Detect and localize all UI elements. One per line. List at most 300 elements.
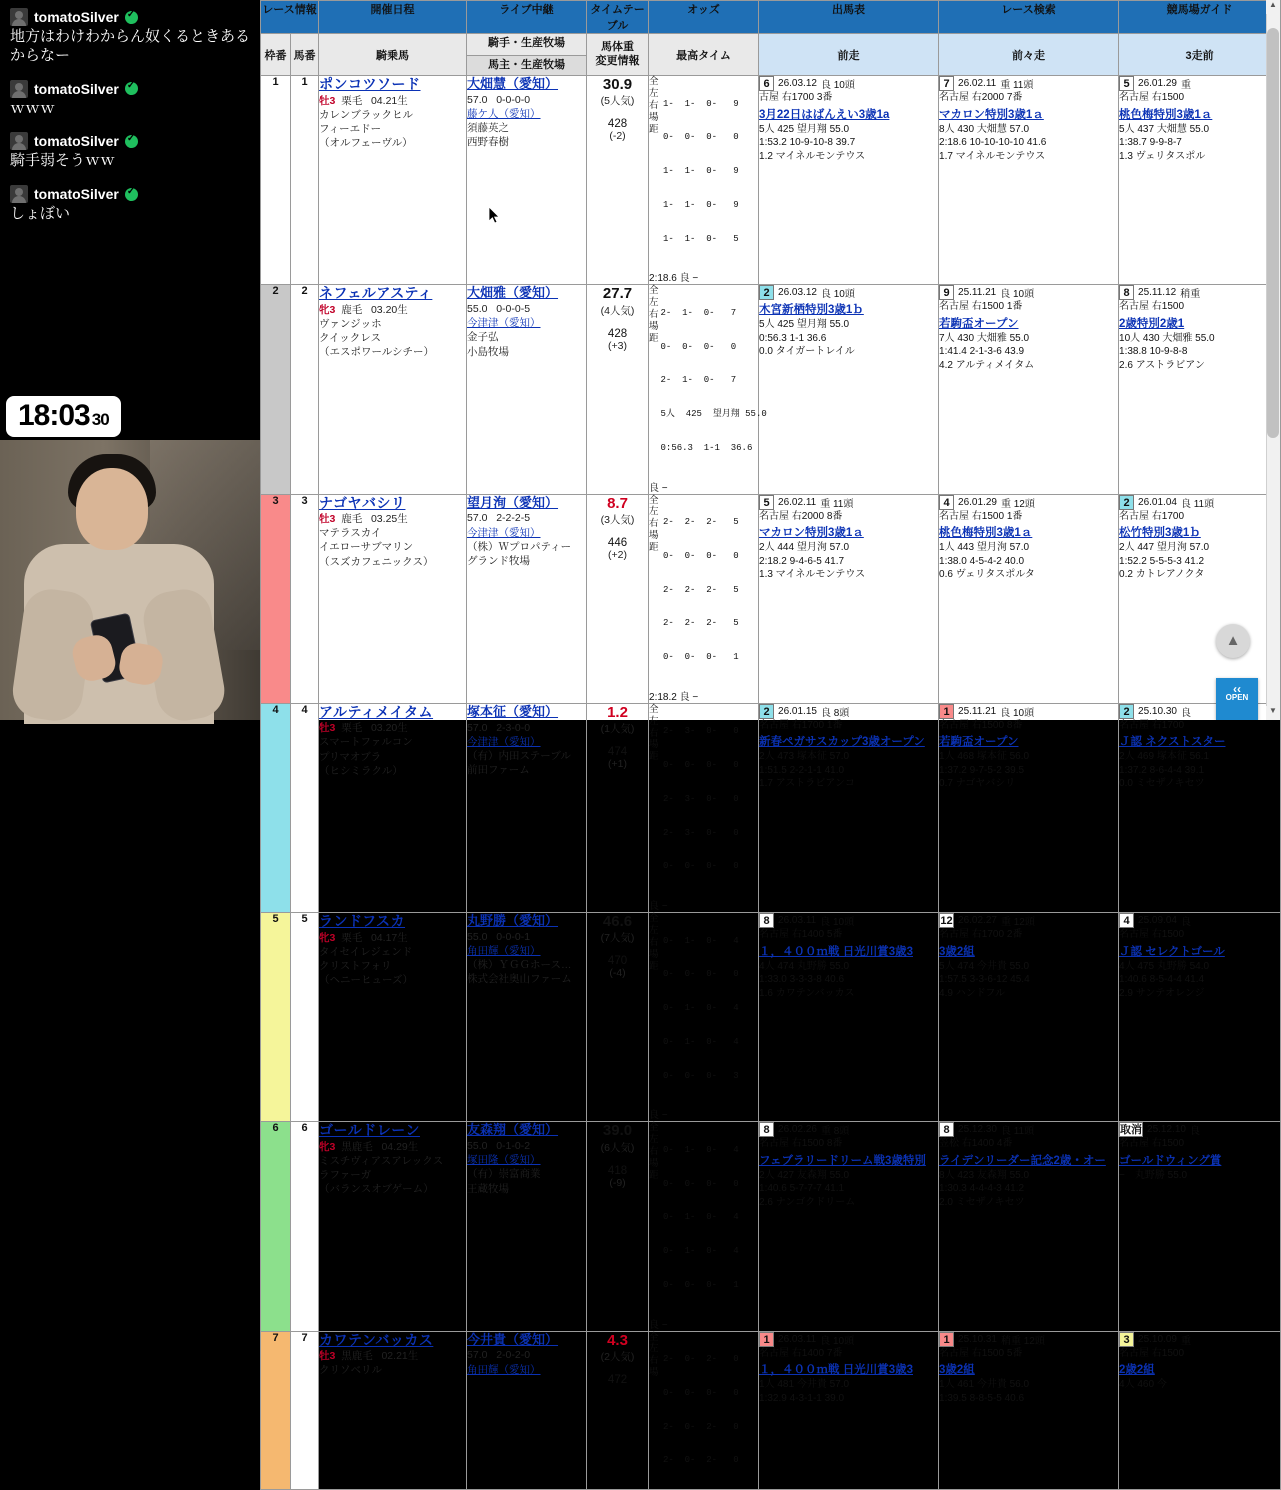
jockey-cell[interactable] bbox=[467, 1331, 587, 1490]
jockey-record: 0-0-0-5 bbox=[496, 303, 531, 316]
odds-weight-cell bbox=[587, 285, 649, 494]
horse-damsire: （ヒシミラクル） bbox=[319, 764, 403, 777]
race-detail: 2人 444 望月洵 57.0 bbox=[759, 542, 850, 553]
horse-coat: 鹿毛 bbox=[341, 303, 363, 316]
track-condition: 良 10頭 bbox=[1000, 289, 1035, 301]
tab-race-info[interactable]: レース情報 bbox=[261, 1, 319, 34]
previous-race-3[interactable] bbox=[1119, 76, 1281, 285]
race-venue: 名古屋 右1500 8番 bbox=[939, 719, 1023, 731]
race-date: 26.03.12 bbox=[778, 287, 817, 299]
race-title-link[interactable]: フェブラリードリーム戦3歳特別 bbox=[759, 1154, 926, 1167]
finish-position: 1 bbox=[759, 1332, 774, 1347]
jockey-name-link[interactable]: 望月洵（愛知） bbox=[467, 494, 559, 510]
track-condition: 重 12頭 bbox=[1000, 498, 1035, 510]
race-title-link[interactable]: 3歳2組 bbox=[939, 1364, 975, 1376]
horse-name-link[interactable]: ゴールドレーン bbox=[319, 1122, 420, 1139]
waku-number: 6 bbox=[261, 1122, 291, 1331]
horse-cell[interactable] bbox=[319, 76, 467, 285]
chat-text: 地方はわけわからん奴くるときあるからなー bbox=[10, 28, 251, 64]
jockey-name-link[interactable]: 大畑慧（愛知） bbox=[467, 76, 559, 91]
jockey-cell[interactable] bbox=[467, 1122, 587, 1331]
tab-live[interactable]: ライブ中継 bbox=[467, 1, 587, 34]
chat-author[interactable]: tomatoSilver bbox=[34, 186, 119, 202]
uma-number: 1 bbox=[291, 76, 319, 285]
time-record: 0- 0- 0- 1 bbox=[663, 652, 739, 662]
race-title-link[interactable]: マカロン特別3歳1ａ bbox=[939, 108, 1044, 121]
previous-race-1[interactable] bbox=[759, 76, 939, 285]
table-row[interactable] bbox=[261, 703, 1281, 912]
jockey-record: 0-0-0-1 bbox=[496, 930, 531, 943]
time-label: 距 bbox=[649, 960, 659, 972]
waku-number: 2 bbox=[261, 285, 291, 494]
time-label: 全 bbox=[649, 285, 659, 297]
race-detail: 1:40.6 8-5-4-4 41.4 bbox=[1119, 974, 1205, 985]
race-title-link[interactable]: 若駒盃オープン bbox=[939, 736, 1019, 749]
tab-odds[interactable]: オッズ bbox=[649, 1, 759, 34]
race-detail: − 丸野勝 55.0 bbox=[1119, 1169, 1188, 1181]
race-title-link[interactable]: １，４００ｍ戦 日光川賞3歳3 bbox=[759, 1364, 914, 1376]
chat-author[interactable]: tomatoSilver bbox=[34, 9, 119, 25]
farm: 王蔵牧場 bbox=[467, 1182, 510, 1195]
race-venue: 名古屋 右1500 bbox=[1119, 301, 1185, 313]
track-condition: 良 10頭 bbox=[820, 1335, 855, 1347]
race-card-panel[interactable] bbox=[260, 0, 1280, 1466]
time-label: 場 bbox=[649, 320, 659, 332]
race-detail: 2:18.6 10-10-10-10 41.6 bbox=[939, 137, 1047, 148]
previous-race-3[interactable] bbox=[1119, 703, 1281, 912]
horse-sex: 牝3 bbox=[319, 931, 336, 944]
jockey-name-link[interactable]: 友森翔（愛知） bbox=[467, 1122, 559, 1138]
jockey-name-link[interactable]: 大畑雅（愛知） bbox=[467, 285, 559, 301]
race-date: 25.10.09 bbox=[1138, 1333, 1177, 1345]
time-record: 0- 1- 0- 4 bbox=[663, 1144, 739, 1155]
horse-cell[interactable] bbox=[319, 1331, 467, 1490]
time-label: 場 bbox=[649, 1157, 659, 1169]
race-title-link[interactable]: Ｊ認 セレクトゴール bbox=[1119, 945, 1225, 958]
horse-name-link[interactable]: アルティメイタム bbox=[319, 703, 434, 720]
previous-race-3[interactable] bbox=[1119, 494, 1281, 703]
race-detail: 4.2 アルティメイタム bbox=[939, 359, 1035, 371]
horse-cell[interactable] bbox=[319, 913, 467, 1122]
horse-birthdate: 04.17生 bbox=[370, 931, 408, 944]
race-title-link[interactable]: １，４００ｍ戦 日光川賞3歳3 bbox=[759, 945, 914, 958]
open-panel-button[interactable] bbox=[1216, 678, 1258, 720]
chat-message bbox=[10, 185, 250, 224]
scroll-up-arrow[interactable]: ▲ bbox=[1266, 0, 1280, 14]
horse-coat: 鹿毛 bbox=[341, 513, 363, 525]
race-title-link[interactable]: 木宮新栖特別3歳1ｂ bbox=[759, 304, 864, 317]
jockey-weight: 57.0 bbox=[467, 721, 488, 734]
horse-dam: プリマオブラ bbox=[319, 750, 382, 763]
race-title-link[interactable]: 新春ペガサスカップ3歳オープン bbox=[759, 736, 925, 749]
previous-race-2[interactable] bbox=[939, 494, 1119, 703]
best-time: 2:18.2 良 − bbox=[649, 691, 699, 703]
uma-number: 7 bbox=[291, 1331, 319, 1490]
horse-cell[interactable] bbox=[319, 285, 467, 494]
race-detail: 5人 474 今井貴 55.0 bbox=[939, 960, 1030, 972]
time-label: 左 bbox=[649, 506, 659, 518]
race-detail: 5人 437 大畑慧 55.0 bbox=[1119, 123, 1210, 135]
finish-position: 1 bbox=[939, 704, 954, 719]
jockey-name-link[interactable]: 今井貴（愛知） bbox=[467, 1331, 559, 1347]
nav-tabs-row[interactable] bbox=[261, 1, 1281, 34]
previous-race-3[interactable] bbox=[1119, 1122, 1281, 1331]
race-detail: 1:41.4 2-1-3-6 43.9 bbox=[939, 346, 1025, 358]
finish-position: 8 bbox=[759, 1122, 774, 1137]
track-condition: 重 bbox=[1180, 80, 1191, 91]
race-title-link[interactable]: 松竹特別3歳1ｂ bbox=[1119, 527, 1201, 539]
odds-value: 39.0 bbox=[602, 1122, 633, 1140]
previous-race-2[interactable] bbox=[939, 1331, 1119, 1490]
race-venue: 名古屋 右1500 8番 bbox=[759, 1138, 843, 1150]
time-record: 0:56.3 1-1 36.6 bbox=[660, 442, 753, 453]
horse-cell[interactable] bbox=[319, 494, 467, 703]
scroll-down-arrow[interactable]: ▼ bbox=[1266, 706, 1280, 720]
horse-birthdate: 02.21生 bbox=[381, 1350, 419, 1362]
time-record: 5人 425 望月翔 55.0 bbox=[660, 409, 767, 419]
scroll-to-top-button[interactable]: ▲ bbox=[1216, 624, 1250, 658]
time-label: 場 bbox=[649, 739, 659, 751]
horse-name-link[interactable]: ナゴヤバシリ bbox=[319, 494, 406, 511]
race-detail: 1:37.2 8-6-4-4 39.1 bbox=[1119, 764, 1205, 776]
horse-coat: 黒鹿毛 bbox=[341, 1350, 373, 1362]
track-condition: 良 10頭 bbox=[820, 289, 855, 301]
chat-text: ｗｗｗ bbox=[10, 99, 56, 117]
best-time-cell bbox=[649, 913, 759, 1122]
jockey-cell[interactable] bbox=[467, 703, 587, 912]
race-detail: 2.0 ミセザノキセツ bbox=[939, 1196, 1025, 1208]
race-venue: 名古屋 右1700 bbox=[1119, 510, 1185, 522]
best-time-cell bbox=[649, 703, 759, 912]
chat-list[interactable] bbox=[0, 0, 260, 400]
time-label: 全 bbox=[649, 913, 659, 924]
race-detail: 0.6 ヴェリタスポルタ bbox=[939, 569, 1035, 580]
horse-name-link[interactable]: ランドフスカ bbox=[319, 913, 406, 929]
time-label: 距 bbox=[649, 123, 659, 135]
body-weight: 428 bbox=[607, 327, 628, 340]
chat-author[interactable]: tomatoSilver bbox=[34, 133, 119, 150]
jockey-weight: 55.0 bbox=[467, 930, 488, 943]
race-title-link[interactable]: ゴールドウィング賞 bbox=[1119, 1154, 1222, 1167]
jockey-cell[interactable] bbox=[467, 494, 587, 703]
horse-dam: クリストフォリ bbox=[319, 959, 392, 972]
previous-race-3[interactable] bbox=[1119, 1331, 1281, 1490]
race-title-link[interactable]: 桃色梅特別3歳1ａ bbox=[939, 527, 1033, 539]
person-head bbox=[76, 468, 148, 550]
trainer-link[interactable]: 藤ケ人（愛知） bbox=[467, 108, 541, 121]
best-time-cell bbox=[649, 1122, 759, 1331]
race-detail: 2.6 アストラビアン bbox=[1119, 359, 1205, 371]
body-weight: 474 bbox=[607, 746, 628, 758]
track-condition: 重 8頭 bbox=[820, 1126, 850, 1138]
race-detail: 1:37.2 9-7-5-2 39.5 bbox=[939, 764, 1025, 776]
tab-timetable[interactable]: タイムテーブル bbox=[587, 1, 649, 34]
race-detail: 1:40.6 5-7-7-7 41.1 bbox=[759, 1183, 845, 1195]
horse-name-link[interactable]: ネフェルアスティ bbox=[319, 285, 433, 302]
horse-name-link[interactable]: カワテンバッカス bbox=[319, 1331, 434, 1348]
time-record: 0- 0- 0- 0 bbox=[663, 1387, 739, 1398]
previous-race-1[interactable] bbox=[759, 1331, 939, 1490]
horse-birthdate: 04.29生 bbox=[381, 1140, 419, 1153]
race-detail: 1:52.2 5-5-5-3 41.2 bbox=[1119, 555, 1205, 567]
race-detail: 1:38.8 10-9-8-8 bbox=[1119, 346, 1188, 358]
time-record: 0- 0- 0- 0 bbox=[663, 1178, 739, 1189]
race-detail: 1.3 マイネルモンテウス bbox=[759, 569, 866, 580]
vertical-scrollbar[interactable] bbox=[1266, 0, 1280, 720]
time-record: 1- 1- 0- 9 bbox=[663, 98, 739, 109]
race-title-link[interactable]: 若駒盃オープン bbox=[939, 317, 1019, 330]
race-title-link[interactable]: マカロン特別3歳1ａ bbox=[759, 527, 864, 539]
race-title-link[interactable]: 3月22日はばんえい3歳1a bbox=[759, 108, 890, 121]
race-detail: 1:32.9 4-3-1-1 39.0 bbox=[759, 1392, 845, 1404]
time-label: 左 bbox=[649, 924, 659, 936]
col-header-uma: 馬番 bbox=[291, 34, 319, 76]
horse-sex: 牝3 bbox=[319, 1140, 336, 1153]
time-record: 2- 1- 0- 7 bbox=[660, 375, 737, 386]
trainer-link[interactable]: 今津津（愛知） bbox=[467, 526, 541, 539]
horse-cell[interactable] bbox=[319, 1122, 467, 1331]
chat-text: しょぼい bbox=[10, 205, 71, 222]
best-time-cell bbox=[649, 1331, 759, 1490]
race-date: 25.12.30 bbox=[958, 1124, 997, 1136]
col-header-weight: 馬体重 変更情報 bbox=[587, 34, 649, 76]
race-detail: 5人 425 望月翔 55.0 bbox=[759, 123, 850, 135]
time-label: 全 bbox=[649, 1122, 659, 1134]
jockey-weight: 55.0 bbox=[467, 1140, 488, 1153]
time-label: 場 bbox=[649, 111, 659, 123]
tab-entries[interactable]: 出馬表 bbox=[759, 1, 939, 34]
race-date: 25.11.21 bbox=[958, 705, 997, 717]
time-record: 2- 2- 2- 5 bbox=[663, 618, 739, 629]
race-detail: 4.9 ハンドフル bbox=[939, 987, 1005, 999]
track-condition: 良 10頭 bbox=[820, 917, 855, 928]
verified-icon bbox=[125, 11, 138, 24]
table-row[interactable] bbox=[261, 1331, 1281, 1490]
race-detail: 0.7 ナゴヤバシリ bbox=[939, 778, 1016, 790]
best-time: 2:18.6 良 − bbox=[649, 273, 699, 285]
race-venue: 名古屋 右1700 bbox=[1119, 719, 1185, 731]
race-detail: 8人 423 友森翔 55.0 bbox=[939, 1169, 1030, 1181]
race-venue: 名古屋 右1700 1番 bbox=[759, 719, 843, 731]
race-venue: 名古屋 右1500 1番 bbox=[939, 510, 1023, 522]
odds-value: 4.3 bbox=[607, 1331, 628, 1349]
previous-race-1[interactable] bbox=[759, 285, 939, 494]
finish-position: 12 bbox=[940, 915, 953, 927]
previous-race-2[interactable] bbox=[939, 1122, 1119, 1331]
time-label: 全 bbox=[649, 703, 659, 715]
avatar bbox=[10, 132, 28, 150]
previous-race-1[interactable] bbox=[759, 1122, 939, 1331]
horse-sex: 牡3 bbox=[319, 513, 336, 525]
body-weight: 470 bbox=[607, 955, 628, 968]
uma-number: 6 bbox=[291, 1122, 319, 1331]
odds-weight-cell bbox=[587, 494, 649, 703]
trainer-link[interactable]: 今津津（愛知） bbox=[467, 317, 541, 330]
race-detail: 1.6 カワテンバッカス bbox=[759, 987, 855, 999]
tab-guide[interactable]: 競馬場ガイド bbox=[1119, 1, 1281, 34]
table-row[interactable] bbox=[261, 285, 1281, 494]
race-detail: 2人 469 塚本征 56.1 bbox=[1119, 751, 1210, 763]
time-label: 全 bbox=[649, 76, 659, 87]
verified-icon bbox=[125, 188, 138, 201]
race-venue: 名古屋 右1500 1番 bbox=[939, 301, 1023, 313]
finish-position: 2 bbox=[1119, 495, 1134, 510]
finish-position: 2 bbox=[1119, 704, 1134, 719]
time-record: 2- 3- 0- 0 bbox=[663, 793, 739, 804]
time-record: 2- 0- 2- 0 bbox=[663, 1421, 739, 1432]
waku-number: 4 bbox=[261, 703, 291, 912]
horse-sex: 牡3 bbox=[319, 1350, 336, 1362]
race-detail: 7人 430 大畑雅 55.0 bbox=[939, 332, 1030, 344]
previous-race-3[interactable] bbox=[1119, 285, 1281, 494]
race-detail: 1人 468 塚本征 56.0 bbox=[939, 751, 1030, 763]
horse-sire: クリソベリル bbox=[319, 1364, 383, 1377]
odds-popularity: (3人気) bbox=[600, 513, 635, 526]
table-row[interactable] bbox=[261, 913, 1281, 1122]
odds-popularity: (1人気) bbox=[600, 723, 635, 735]
horse-damsire: （オルフェーヴル） bbox=[319, 137, 413, 150]
horse-birthdate: 04.21生 bbox=[370, 94, 408, 107]
race-detail: 1人 443 望月洵 57.0 bbox=[939, 542, 1030, 553]
race-venue: 名古屋 右1700 2番 bbox=[939, 929, 1023, 940]
horse-damsire: （エスポワールシチー） bbox=[319, 346, 435, 359]
trainer-link[interactable]: 角田輝（愛知） bbox=[467, 945, 541, 958]
time-record: 1- 1- 0- 9 bbox=[663, 166, 739, 176]
jockey-name-link[interactable]: 丸野勝（愛知） bbox=[467, 913, 559, 928]
time-record: 2- 0- 2- 0 bbox=[663, 1455, 739, 1466]
tab-search[interactable]: レース検索 bbox=[939, 1, 1119, 34]
race-detail: 1人 461 今井貴 56.0 bbox=[939, 1379, 1030, 1390]
race-detail: 4人 460 今 bbox=[1119, 1379, 1167, 1390]
previous-race-1[interactable] bbox=[759, 913, 939, 1122]
race-detail: 1:57.5 3-3-6-12 45.4 bbox=[939, 974, 1030, 985]
race-venue: 名古屋 右1500 bbox=[1119, 1138, 1185, 1150]
previous-race-1[interactable] bbox=[759, 703, 939, 912]
race-venue: 古屋 右1700 3番 bbox=[759, 92, 833, 103]
best-time: 良 − bbox=[649, 901, 668, 912]
race-date: 26.02.11 bbox=[958, 78, 997, 89]
odds-weight-cell bbox=[587, 76, 649, 285]
odds-value: 30.9 bbox=[602, 76, 633, 93]
race-date: 26.01.15 bbox=[778, 705, 817, 717]
horse-birthdate: 03.25生 bbox=[370, 513, 408, 525]
race-detail: 0.0 タイガートレイル bbox=[759, 346, 855, 358]
best-time-cell bbox=[649, 76, 759, 285]
race-venue: 笠松 右1400 4番 bbox=[939, 1138, 1013, 1150]
finish-position: 5 bbox=[759, 495, 774, 510]
jockey-cell[interactable] bbox=[467, 76, 587, 285]
uma-number: 2 bbox=[291, 285, 319, 494]
race-date: 25.12.10 bbox=[1147, 1124, 1186, 1136]
owner: （有）内田ステーブル bbox=[467, 749, 571, 762]
webcam-view bbox=[0, 440, 260, 720]
race-date: 26.02.26 bbox=[778, 1124, 817, 1136]
uma-number: 3 bbox=[291, 494, 319, 703]
tab-schedule[interactable]: 開催日程 bbox=[319, 1, 467, 34]
time-label: 右 bbox=[649, 727, 659, 739]
previous-race-1[interactable] bbox=[759, 494, 939, 703]
previous-race-3[interactable] bbox=[1119, 913, 1281, 1122]
scrollbar-thumb[interactable] bbox=[1267, 28, 1279, 438]
horse-dam: ラファーガ bbox=[319, 1169, 372, 1182]
previous-race-2[interactable] bbox=[939, 76, 1119, 285]
race-detail: 1人 481 今井貴 57.0 bbox=[759, 1379, 850, 1390]
track-condition: 良 10頭 bbox=[1000, 707, 1035, 719]
jockey-record: 2-2-2-5 bbox=[496, 512, 531, 525]
previous-race-2[interactable] bbox=[939, 703, 1119, 912]
stream-panel bbox=[0, 0, 260, 720]
time-record: 0- 1- 0- 4 bbox=[663, 1003, 739, 1013]
odds-popularity: (5人気) bbox=[600, 95, 635, 108]
race-title-link[interactable]: 2歳2組 bbox=[1119, 1364, 1155, 1376]
jockey-cell[interactable] bbox=[467, 913, 587, 1122]
race-detail: 5人 425 望月翔 55.0 bbox=[759, 319, 850, 331]
time-label: 場 bbox=[649, 1367, 659, 1379]
uma-number: 4 bbox=[291, 703, 319, 912]
chevron-left-icon: ‹‹ bbox=[1233, 682, 1241, 696]
jockey-record: 2-0-2-0 bbox=[496, 1349, 531, 1362]
time-label: 左 bbox=[649, 715, 659, 727]
body-weight: 428 bbox=[607, 118, 628, 131]
horse-cell[interactable] bbox=[319, 703, 467, 912]
time-label: 距 bbox=[649, 751, 659, 763]
jockey-weight: 55.0 bbox=[467, 303, 488, 316]
verified-icon bbox=[125, 82, 138, 95]
track-condition: 重 12頭 bbox=[1000, 917, 1035, 928]
race-date: 25.09.04 bbox=[1138, 915, 1177, 926]
table-row[interactable] bbox=[261, 76, 1281, 285]
race-date: 26.02.27 bbox=[958, 915, 997, 926]
chat-author[interactable]: tomatoSilver bbox=[34, 80, 119, 97]
race-detail: 1:53.2 10-9-10-8 39.7 bbox=[759, 137, 856, 148]
previous-race-2[interactable] bbox=[939, 913, 1119, 1122]
race-detail: 1:38.0 4-5-4-2 40.0 bbox=[939, 555, 1025, 567]
horse-name-link[interactable]: ポンコツソード bbox=[319, 76, 421, 92]
race-detail: 4人 475 丸野勝 54.0 bbox=[1119, 960, 1210, 972]
horse-damsire: （スズカフェニックス） bbox=[319, 555, 434, 568]
table-row[interactable] bbox=[261, 494, 1281, 703]
time-record: 0- 0- 0- 3 bbox=[663, 1070, 739, 1081]
race-title-link[interactable]: 桃色梅特別3歳1ａ bbox=[1119, 108, 1213, 121]
track-condition: 良 bbox=[1180, 707, 1191, 719]
body-weight: 446 bbox=[607, 536, 628, 549]
jockey-name-link[interactable]: 塚本征（愛知） bbox=[467, 703, 559, 719]
table-row[interactable] bbox=[261, 1122, 1281, 1331]
time-record: 0- 0- 0- 0 bbox=[663, 550, 739, 561]
horse-damsire: （ヘニーヒューズ） bbox=[319, 974, 413, 987]
verified-icon bbox=[125, 135, 138, 148]
trainer-link[interactable]: 角田輝（愛知） bbox=[467, 1363, 541, 1376]
jockey-weight: 57.0 bbox=[467, 93, 488, 106]
race-date: 25.10.30 bbox=[1138, 705, 1177, 717]
owner: （有）崇富商業 bbox=[467, 1168, 541, 1181]
col-header-waku: 枠番 bbox=[261, 34, 291, 76]
jockey-cell[interactable] bbox=[467, 285, 587, 494]
race-title-link[interactable]: 3歳2組 bbox=[939, 945, 975, 958]
race-title-link[interactable]: Ｊ認 ネクストスター bbox=[1119, 736, 1226, 749]
race-date: 26.01.29 bbox=[1138, 78, 1177, 89]
previous-race-2[interactable] bbox=[939, 285, 1119, 494]
race-title-link[interactable]: 2歳特別2歳1 bbox=[1119, 317, 1185, 330]
trainer-link[interactable]: 今津津（愛知） bbox=[467, 735, 541, 748]
race-title-link[interactable]: ライデンリーダー記念2歳・オー bbox=[939, 1154, 1106, 1167]
time-record: 0- 0- 0- 0 bbox=[663, 760, 739, 770]
trainer-link[interactable]: 塚田隆（愛知） bbox=[467, 1154, 541, 1167]
race-date: 25.11.12 bbox=[1138, 287, 1177, 299]
horse-dam: イエローサブマリン bbox=[319, 541, 414, 554]
best-time: 良 − bbox=[649, 482, 668, 494]
chat-text: 騎手弱そうｗｗ bbox=[10, 152, 116, 170]
